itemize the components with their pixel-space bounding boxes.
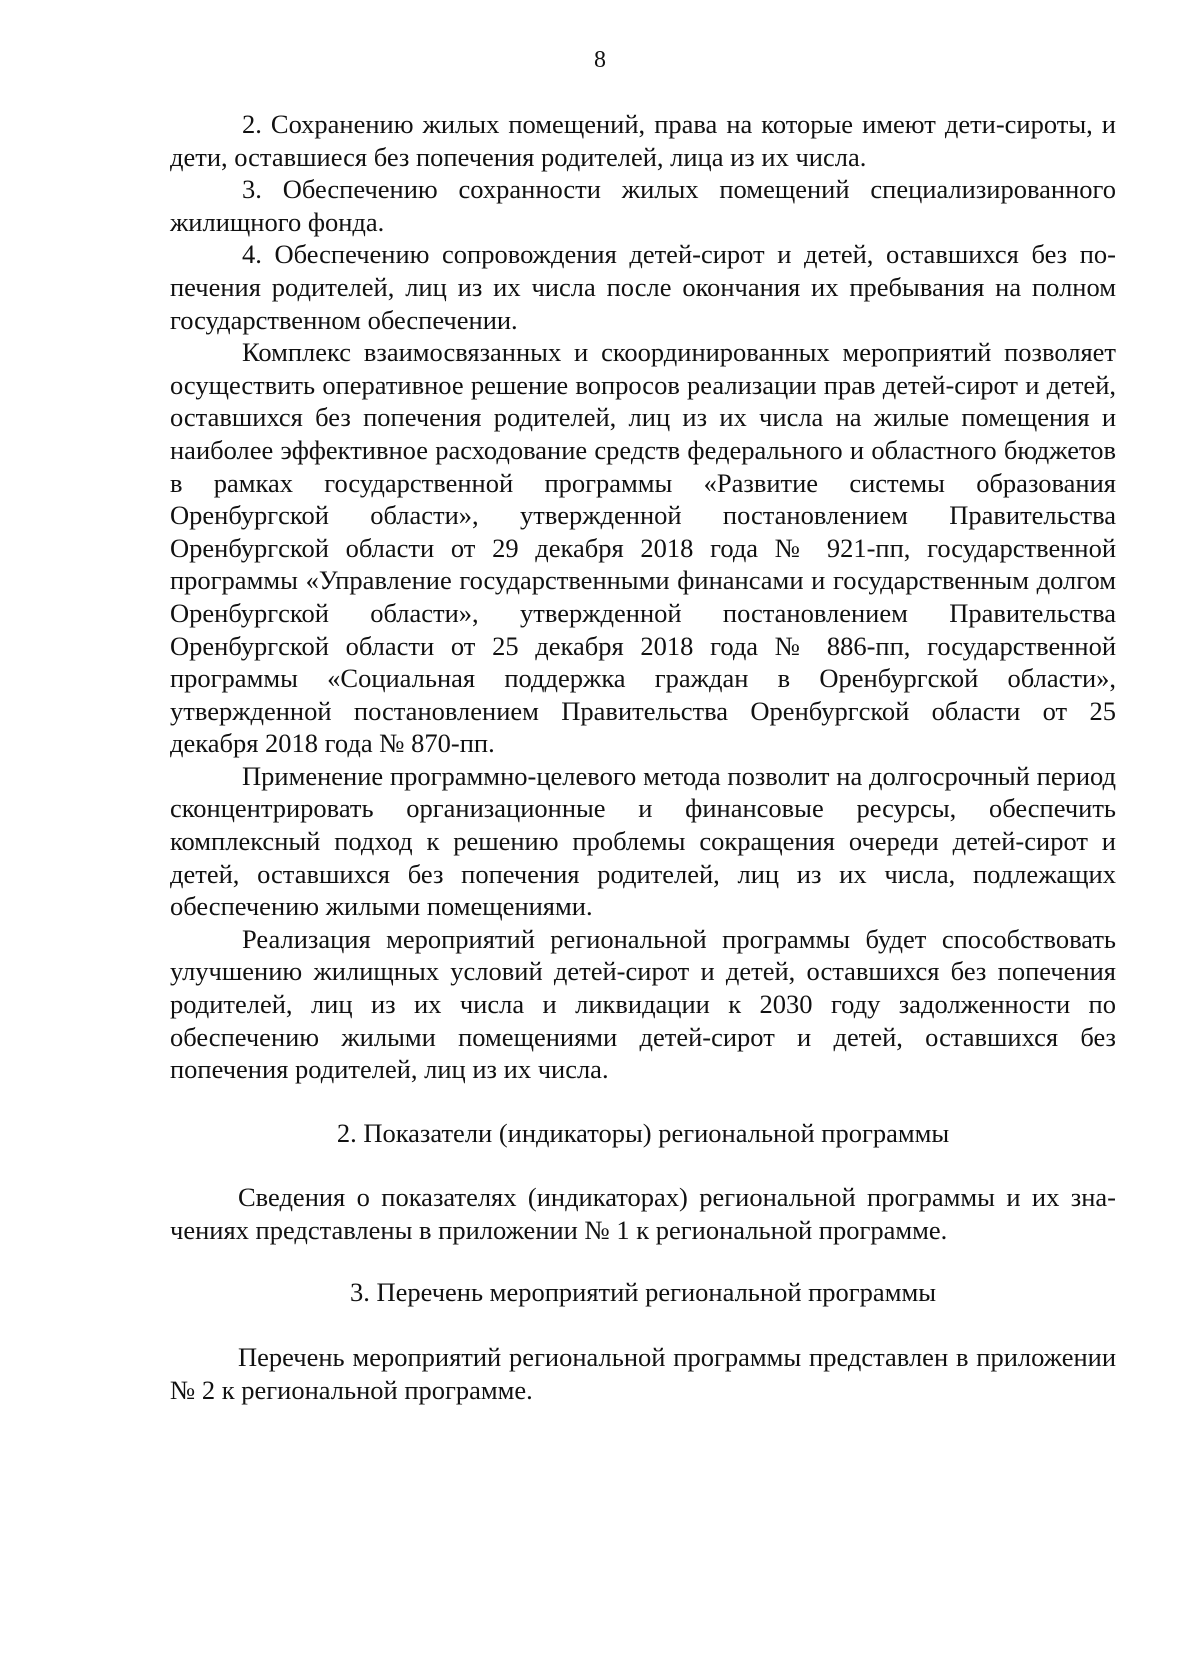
paragraph: 2. Сохранению жилых помещений, права на которые имеют дети-сироты, и дети, оставшиеся без попечения родителей, лица из их числа. [170,109,1116,172]
section-heading-measures: 3. Перечень мероприятий региональной программы [349,1277,937,1307]
page-number: 8 [594,47,606,73]
paragraph: Комплекс взаимосвязанных и скоординированных мероприятий позволяет осуществить оперативное решение вопросов реализации прав детей-сирот и детей, оставшихся без попечения родителей, лиц из их числа на жилые помещения и наиболее эффективное расходование средств федерального и областного бюджетов в рамках государственной программы «Развитие системы образования Оренбургской области», утвержденной постановлением Правительства Оренбургской области от 29 декабря 2018 года № 921-пп, государственной программы «Управление государственными финансами и государственным долгом Оренбургской области», утвержденной постановлением Правительства Оренбургской области от 25 декабря 2018 года № 886-пп, государственной программы «Социальная поддержка граждан в Оренбургской области», утвержденной постановлением Правительства Оренбургской области от 25 декабря 2018 года № 870-пп. [170,337,1116,759]
paragraph: Реализация мероприятий региональной программы будет способствовать улучшению жилищных условий детей-сирот и детей, оставшихся без попечения родителей, лиц из их числа и ликвидации к 2030 году задолженности по обеспечению жилыми помещениями детей-сирот и детей, оставшихся без попечения родителей, лиц из их числа. [170,923,1116,1085]
section-measures-text [170,1341,1116,1406]
body-text [170,108,1116,1086]
section-indicators-text [170,1181,1116,1246]
paragraph: Сведения о показателях (индикаторах) региональной программы и их значениях представлены в приложении № 1 к региональной программе. [170,1182,1116,1245]
paragraph: Перечень мероприятий региональной программы представлен в приложении № 2 к региональной программе. [170,1342,1116,1405]
section-heading-indicators: 2. Показатели (индикаторы) региональной программы [336,1118,950,1148]
paragraph: 3. Обеспечению сохранности жилых помещений специализированного жилищного фонда. [170,174,1116,237]
paragraph: 4. Обеспечению сопровождения детей-сирот и детей, оставшихся без попечения родителей, лиц из их числа после окончания их пребывания на полном государственном обеспечении. [170,239,1116,335]
paragraph: Применение программно-целевого метода позволит на долгосрочный период сконцентрировать организационные и финансовые ресурсы, обеспечить комплексный подход к решению проблемы сокращения очереди детей-сирот и детей, оставшихся без попечения родителей, лиц из их числа, подлежащих обеспечению жилыми помещениями. [170,760,1116,922]
